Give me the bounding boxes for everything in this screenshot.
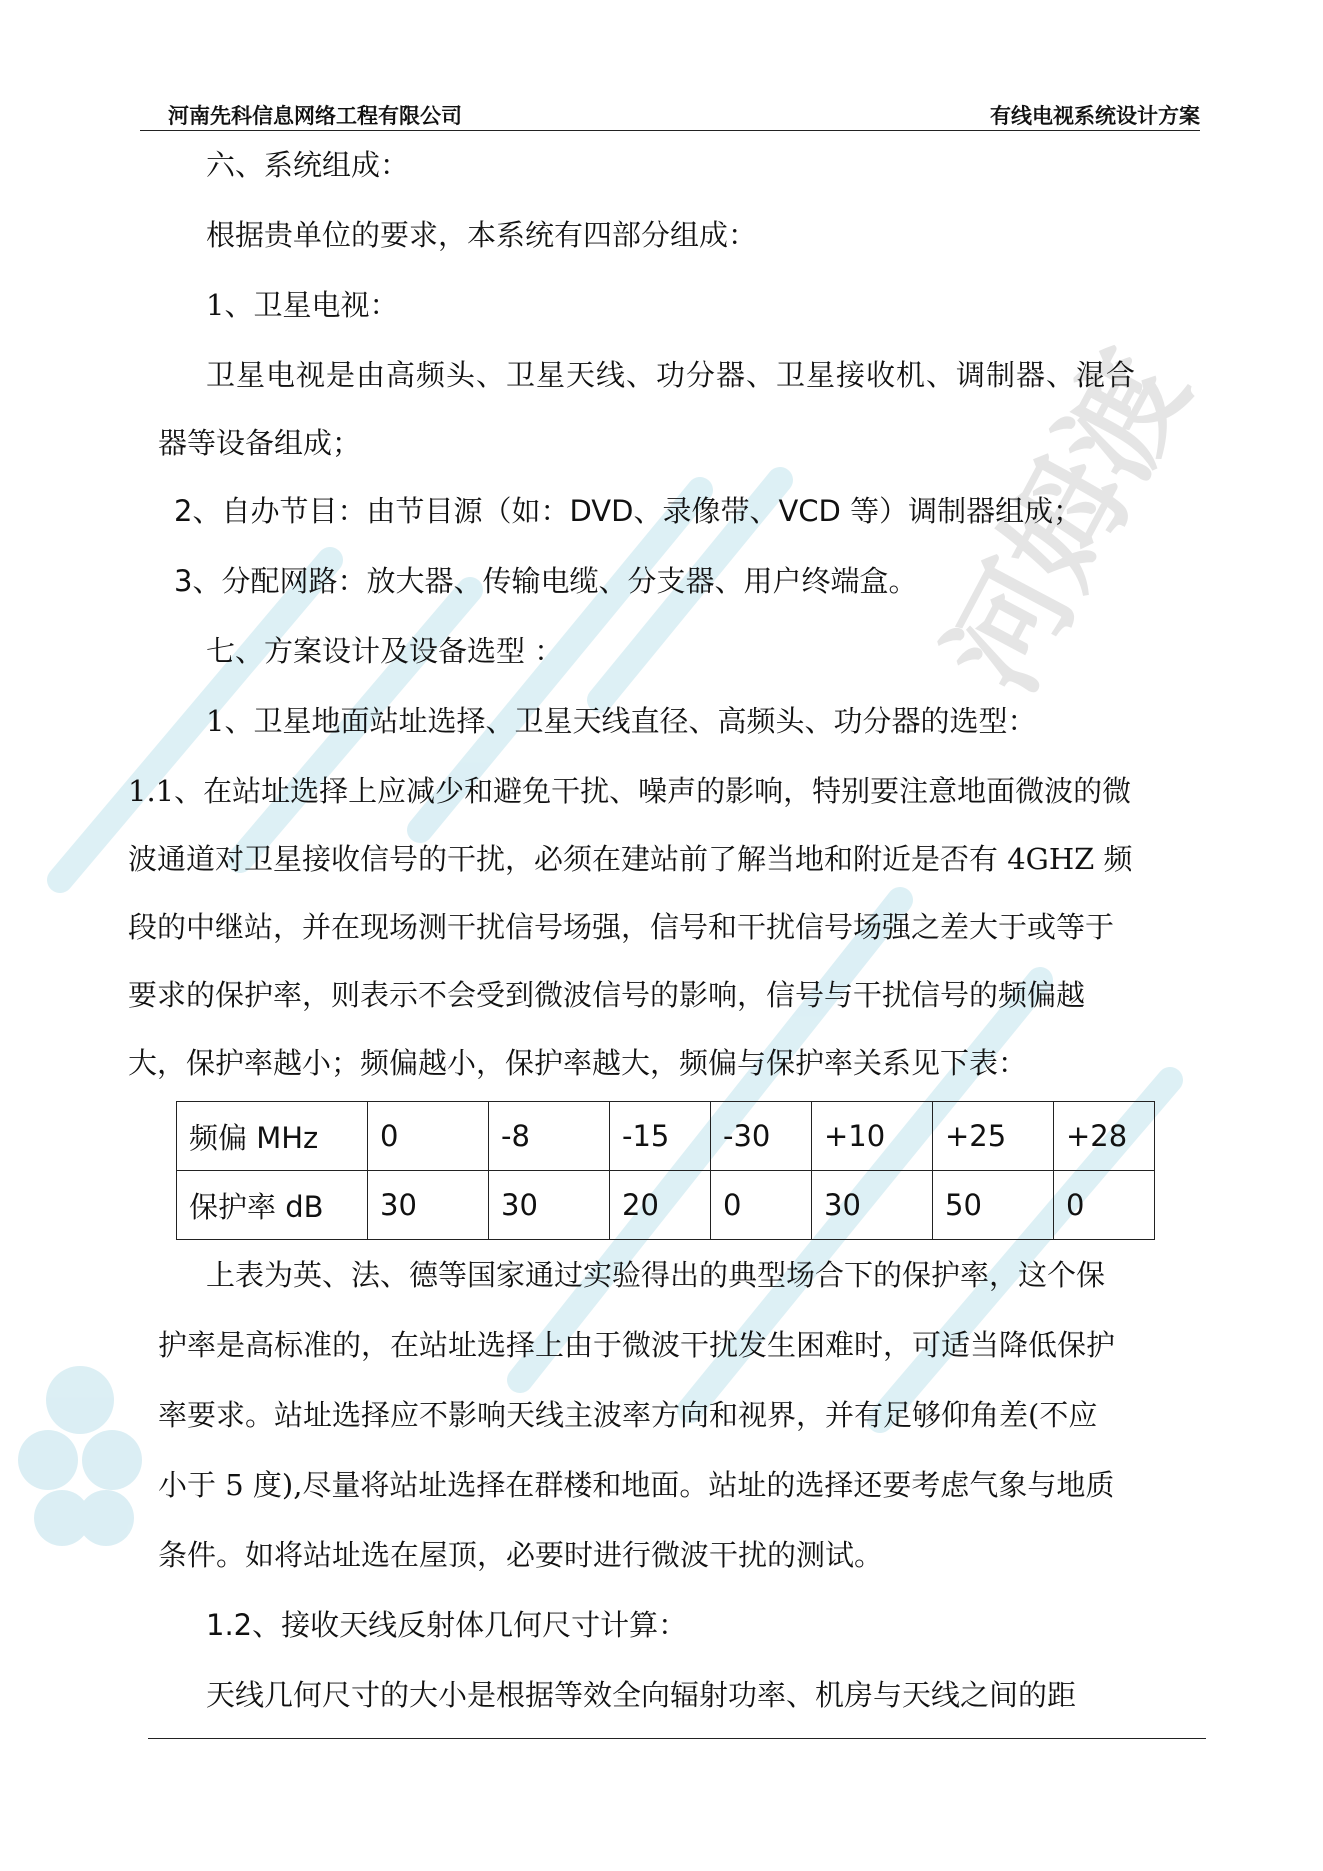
table-cell: 0 — [368, 1102, 489, 1171]
para-1-1-line-4: 要求的保护率，则表示不会受到微波信号的影响，信号与干扰信号的频偏越 — [128, 978, 1086, 1012]
section-6-item-1-desc: 卫星电视是由高频头、卫星天线、功分器、卫星接收机、调制器、混合 — [206, 358, 1137, 392]
table-cell: +28 — [1054, 1102, 1155, 1171]
table-cell: -8 — [489, 1102, 610, 1171]
after-table-line-5: 条件。如将站址选在屋顶，必要时进行微波干扰的测试。 — [158, 1538, 884, 1572]
table-cell: 0 — [711, 1171, 812, 1240]
header-company: 河南先科信息网络工程有限公司 — [168, 104, 462, 128]
page-header — [140, 96, 1200, 131]
section-1-2-text: 天线几何尺寸的大小是根据等效全向辐射功率、机房与天线之间的距 — [206, 1678, 1077, 1712]
table-cell: 20 — [610, 1171, 711, 1240]
section-7-sub-1: 1、卫星地面站址选择、卫星天线直径、高频头、功分器的选型： — [206, 704, 1037, 738]
section-7-heading: 七、方案设计及设备选型 ： — [206, 634, 564, 668]
table-cell: 30 — [812, 1171, 933, 1240]
after-table-line-1: 上表为英、法、德等国家通过实验得出的典型场合下的保护率，这个保 — [206, 1258, 1106, 1292]
frequency-protection-table — [176, 1101, 1155, 1240]
table-cell: 0 — [1054, 1171, 1155, 1240]
after-table-line-2: 护率是高标准的，在站址选择上由于微波干扰发生困难时，可适当降低保护 — [158, 1328, 1116, 1362]
para-1-1-line-3: 段的中继站，并在现场测干扰信号场强，信号和干扰信号场强之差大于或等于 — [128, 910, 1115, 944]
watermark-cn: 河姆渡 — [922, 330, 1215, 714]
after-table-line-3: 率要求。站址选择应不影响天线主波率方向和视界，并有足够仰角差(不应 — [158, 1398, 1098, 1432]
table-cell: +10 — [812, 1102, 933, 1171]
table-cell: 50 — [933, 1171, 1054, 1240]
table-cell: 30 — [489, 1171, 610, 1240]
table-cell: -15 — [610, 1102, 711, 1171]
table-cell: 30 — [368, 1171, 489, 1240]
section-6-intro: 根据贵单位的要求，本系统有四部分组成： — [206, 218, 758, 252]
table-cell: -30 — [711, 1102, 812, 1171]
section-6-item-3: 3、分配网路：放大器、传输电缆、分支器、用户终端盒。 — [174, 564, 918, 598]
footer-divider — [148, 1738, 1206, 1739]
para-1-1-line-2: 波通道对卫星接收信号的干扰，必须在建站前了解当地和附近是否有 4GHZ 频 — [128, 842, 1133, 876]
table-cell: 频偏 MHz — [177, 1102, 368, 1171]
header-doc-title: 有线电视系统设计方案 — [990, 104, 1200, 128]
para-1-1-line-5: 大，保护率越小；频偏越小，保护率越大，频偏与保护率关系见下表： — [128, 1046, 1028, 1080]
section-6-heading: 六、系统组成： — [206, 148, 410, 182]
section-1-2-heading: 1.2、接收天线反射体几何尺寸计算： — [206, 1608, 688, 1642]
table-cell: 保护率 dB — [177, 1171, 368, 1240]
para-1-1-line-1: 1.1、在站址选择上应减少和避免干扰、噪声的影响，特别要注意地面微波的微 — [128, 774, 1132, 808]
after-table-line-4: 小于 5 度),尽量将站址选择在群楼和地面。站址的选择还要考虑气象与地质 — [158, 1468, 1115, 1502]
table-row — [177, 1102, 1155, 1171]
section-6-item-2: 2、自办节目：由节目源（如：DVD、录像带、VCD 等）调制器组成； — [174, 494, 1083, 528]
table-cell: +25 — [933, 1102, 1054, 1171]
table-row — [177, 1171, 1155, 1240]
section-6-item-1-desc-cont: 器等设备组成； — [158, 426, 362, 460]
section-6-item-1: 1、卫星电视： — [206, 288, 399, 322]
